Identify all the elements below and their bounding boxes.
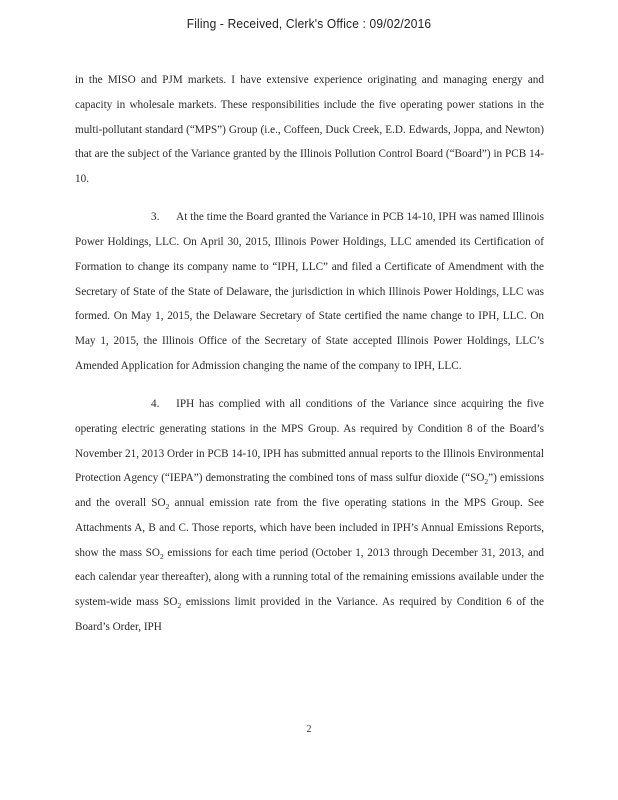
- subscript: 2: [177, 601, 182, 611]
- page-number: 2: [306, 724, 312, 735]
- subscript: 2: [159, 551, 164, 561]
- subscript: 2: [165, 502, 170, 512]
- paragraph-text-part: ”) emissions and the overall SO: [75, 472, 545, 509]
- paragraph-text-part: IPH has complied with all conditions of the Variance since acquiring the five operating electric generating stations in the MPS Group. As required by Condition 8 of the Board’s November 21, 2013 Order in PCB 14-10, IPH has submitted annual reports to the Illinois Environmental Protection Agency (“IEPA”) demonstrating the combined tons of mass sulfur dioxide (“SO: [75, 398, 544, 485]
- paragraph-4: [75, 392, 544, 640]
- paragraph-text-part: emissions limit provided in the Variance. As required by Condition 6 of the Board’s Order, IPH: [75, 596, 544, 633]
- paragraph-number: 3.: [151, 211, 160, 224]
- paragraph-number: 4.: [151, 398, 160, 410]
- filing-stamp-header: Filing - Received, Clerk's Office : 09/02/2016: [186, 16, 432, 31]
- paragraph-text-part: annual emission rate from the five operating stations in the MPS Group. See Attachments A, B and C. Those reports, which have been included in IPH’s Annual Emissions Reports, show the mass SO: [75, 497, 544, 559]
- paragraph-text-part: emissions for each time period (October 1, 2013 through December 31, 2013, and each calendar year thereafter), along with a running total of the remaining emissions available under the system-wide mass SO: [75, 546, 545, 608]
- document-body: [75, 68, 544, 640]
- paragraph-text: in the MISO and PJM markets. I have extensive experience originating and managing energy and capacity in wholesale markets. These responsibilities include the five operating power stations in the multi-pollutant standard (“MPS”) Group (i.e., Coffeen, Duck Creek, E.D. Edwards, Joppa, and Newton) that are the subject of the Variance granted by the Illinois Pollution Control Board (“Board”) in PCB 14-10.: [75, 74, 544, 185]
- paragraph-continuation: [75, 68, 544, 192]
- subscript: 2: [484, 477, 489, 487]
- paragraph-text: At the time the Board granted the Variance in PCB 14-10, IPH was named Illinois Power Holdings, LLC. On April 30, 2015, Illinois Power Holdings, LLC amended its Certification of Formation to change its company name to “IPH, LLC” and filed a Certificate of Amendment with the Secretary of State of the State of Delaware, the jurisdiction in which Illinois Power Holdings, LLC was formed. On May 1, 2015, the Delaware Secretary of State certified the name change to IPH, LLC. On May 1, 2015, the Illinois Office of the Secretary of State accepted Illinois Power Holdings, LLC’s Amended Application for Admission changing the name of the company to IPH, LLC.: [75, 211, 544, 372]
- paragraph-3: [75, 205, 544, 378]
